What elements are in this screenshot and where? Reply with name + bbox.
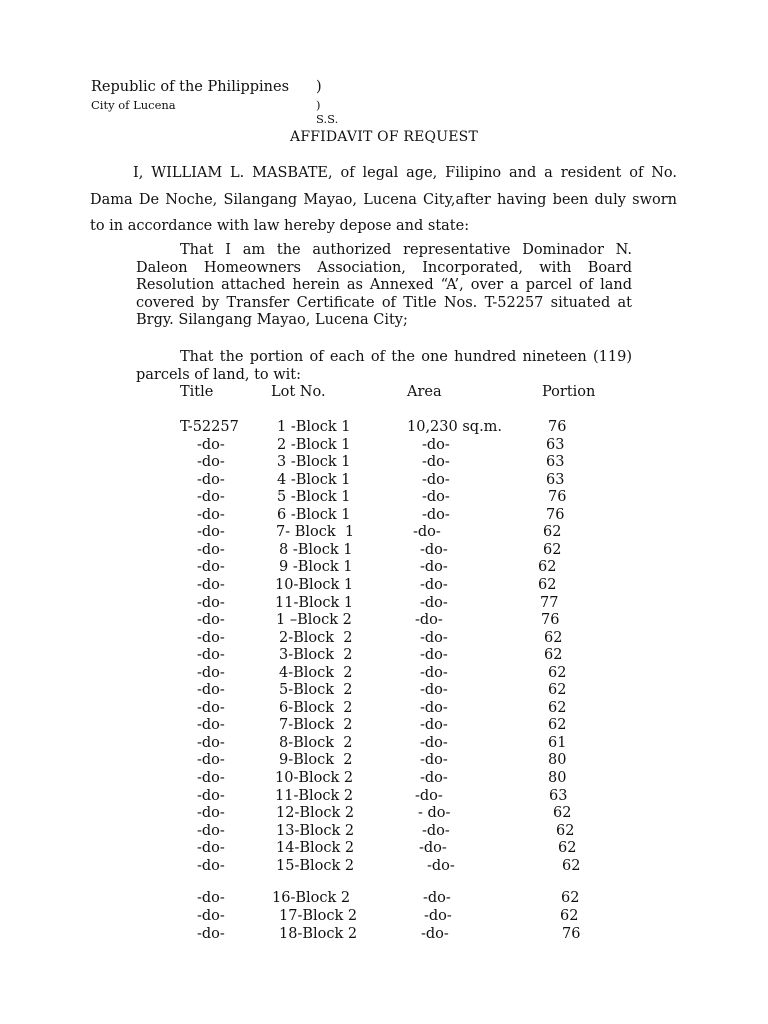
paragraph-portion: That the portion of each of the one hundred nineteen (119) parcels of land, to wit: [136, 349, 632, 383]
cell-area: -do- [420, 752, 448, 768]
table-row [0, 647, 768, 665]
cell-title: -do- [197, 908, 225, 924]
cell-title: -do- [197, 926, 225, 942]
header-lot-no: Lot No. [271, 384, 326, 400]
cell-lot-no: 6-Block 2 [279, 700, 353, 716]
cell-lot-no: 6 -Block 1 [277, 507, 351, 523]
table-row [0, 559, 768, 577]
cell-title: T-52257 [180, 419, 239, 435]
cell-portion: 62 [544, 630, 563, 646]
cell-area: -do- [420, 682, 448, 698]
table-row [0, 524, 768, 542]
cell-lot-no: 1 -Block 1 [277, 419, 351, 435]
cell-portion: 62 [561, 890, 580, 906]
cell-title: -do- [197, 507, 225, 523]
cell-lot-no: 13-Block 2 [276, 823, 355, 839]
table-row [0, 507, 768, 525]
cell-lot-no: 10-Block 2 [275, 770, 354, 786]
venue-republic [91, 79, 322, 95]
cell-title: -do- [197, 840, 225, 856]
cell-title: -do- [197, 682, 225, 698]
cell-lot-no: 11-Block 2 [275, 788, 354, 804]
table-row [0, 717, 768, 735]
cell-lot-no: 5-Block 2 [279, 682, 353, 698]
cell-lot-no: 4-Block 2 [279, 665, 353, 681]
cell-portion: 63 [546, 454, 565, 470]
table-row [0, 788, 768, 806]
cell-area: -do- [420, 735, 448, 751]
cell-area: -do- [420, 647, 448, 663]
cell-area: -do- [413, 524, 441, 540]
cell-area: -do- [420, 542, 448, 558]
cell-lot-no: 15-Block 2 [276, 858, 355, 874]
cell-lot-no: 5 -Block 1 [277, 489, 351, 505]
cell-area: -do- [420, 577, 448, 593]
cell-portion: 62 [562, 858, 581, 874]
cell-area: -do- [419, 840, 447, 856]
table-row [0, 752, 768, 770]
table-row [0, 577, 768, 595]
cell-area: -do- [420, 559, 448, 575]
cell-lot-no: 12-Block 2 [276, 805, 355, 821]
table-row [0, 595, 768, 613]
table-row [0, 735, 768, 753]
cell-portion: 76 [548, 419, 567, 435]
cell-portion: 62 [556, 823, 575, 839]
cell-area: -do- [420, 717, 448, 733]
cell-area: -do- [420, 770, 448, 786]
cell-title: -do- [197, 717, 225, 733]
cell-portion: 80 [548, 770, 567, 786]
table-row [0, 700, 768, 718]
cell-portion: 76 [541, 612, 560, 628]
cell-portion: 76 [562, 926, 581, 942]
venue-ss: ) S.S. [316, 98, 339, 126]
cell-portion: 62 [548, 682, 567, 698]
table-row [0, 542, 768, 560]
document-title: AFFIDAVIT OF REQUEST [290, 129, 478, 145]
cell-lot-no: 10-Block 1 [275, 577, 354, 593]
table-row [0, 419, 768, 437]
cell-lot-no: 18-Block 2 [279, 926, 358, 942]
cell-portion: 62 [538, 577, 557, 593]
cell-area: -do- [422, 489, 450, 505]
cell-area: -do- [421, 926, 449, 942]
cell-portion: 77 [540, 595, 559, 611]
cell-lot-no: 17-Block 2 [279, 908, 358, 924]
table-row [0, 489, 768, 507]
cell-title: -do- [197, 472, 225, 488]
cell-lot-no: 16-Block 2 [272, 890, 351, 906]
cell-title: -do- [197, 612, 225, 628]
cell-area: -do- [420, 595, 448, 611]
cell-title: -do- [197, 559, 225, 575]
cell-portion: 62 [548, 717, 567, 733]
table-row [0, 472, 768, 490]
venue-republic-text: Republic of the Philippines [91, 79, 290, 95]
cell-title: -do- [197, 595, 225, 611]
table-row [0, 908, 768, 926]
table-row [0, 682, 768, 700]
cell-lot-no: 7-Block 2 [279, 717, 353, 733]
cell-area: -do- [422, 823, 450, 839]
table-row [0, 612, 768, 630]
venue-city-text: City of Lucena [91, 98, 176, 112]
cell-title: -do- [197, 788, 225, 804]
cell-title: -do- [197, 542, 225, 558]
table-header [0, 384, 768, 402]
table-row [0, 437, 768, 455]
cell-title: -do- [197, 735, 225, 751]
table-row [0, 805, 768, 823]
cell-portion: 62 [548, 665, 567, 681]
cell-title: -do- [197, 700, 225, 716]
cell-title: -do- [197, 489, 225, 505]
table-row [0, 665, 768, 683]
cell-title: -do- [197, 524, 225, 540]
cell-lot-no: 1 –Block 2 [276, 612, 352, 628]
cell-portion: 63 [549, 788, 568, 804]
cell-title: -do- [197, 630, 225, 646]
cell-title: -do- [197, 665, 225, 681]
table-row [0, 630, 768, 648]
cell-area: -do- [420, 665, 448, 681]
cell-lot-no: 8-Block 2 [279, 735, 353, 751]
cell-lot-no: 2-Block 2 [279, 630, 353, 646]
cell-area: - do- [418, 805, 451, 821]
cell-lot-no: 3 -Block 1 [277, 454, 351, 470]
cell-area: -do- [422, 437, 450, 453]
cell-lot-no: 9-Block 2 [279, 752, 353, 768]
cell-portion: 80 [548, 752, 567, 768]
cell-title: -do- [197, 437, 225, 453]
paragraph-representative: That I am the authorized representative Dominador N. Daleon Homeowners Association, Incorporated, with Board Resolution attached herein as Annexed “A’, over a parcel of land covered by Transfer Certificate of Title Nos. T-52257 situated at Brgy. Silangang Mayao, Lucena City; [136, 242, 632, 329]
header-portion: Portion [542, 384, 596, 400]
cell-lot-no: 9 -Block 1 [279, 559, 353, 575]
table-row [0, 770, 768, 788]
cell-lot-no: 2 -Block 1 [277, 437, 351, 453]
cell-title: -do- [197, 858, 225, 874]
cell-portion: 63 [546, 437, 565, 453]
cell-lot-no: 11-Block 1 [275, 595, 354, 611]
cell-portion: 76 [548, 489, 567, 505]
cell-lot-no: 4 -Block 1 [277, 472, 351, 488]
cell-title: -do- [197, 577, 225, 593]
cell-title: -do- [197, 770, 225, 786]
table-row [0, 840, 768, 858]
venue-republic-paren: ) [316, 79, 322, 95]
cell-area: -do- [423, 890, 451, 906]
cell-portion: 62 [548, 700, 567, 716]
cell-portion: 62 [538, 559, 557, 575]
table-row [0, 926, 768, 944]
cell-title: -do- [197, 805, 225, 821]
cell-portion: 62 [544, 647, 563, 663]
cell-portion: 63 [546, 472, 565, 488]
cell-portion: 62 [543, 524, 562, 540]
cell-area: -do- [420, 630, 448, 646]
table-row [0, 890, 768, 908]
cell-lot-no: 8 -Block 1 [279, 542, 353, 558]
cell-title: -do- [197, 890, 225, 906]
cell-area: -do- [427, 858, 455, 874]
cell-area: -do- [415, 788, 443, 804]
cell-portion: 62 [560, 908, 579, 924]
cell-portion: 61 [548, 735, 567, 751]
cell-portion: 76 [546, 507, 565, 523]
cell-title: -do- [197, 454, 225, 470]
cell-portion: 62 [543, 542, 562, 558]
table-row [0, 858, 768, 876]
cell-lot-no: 14-Block 2 [276, 840, 355, 856]
cell-portion: 62 [558, 840, 577, 856]
cell-area: 10,230 sq.m. [407, 419, 503, 435]
intro-paragraph: I, WILLIAM L. MASBATE, of legal age, Filipino and a resident of No. Dama De Noche, Silangang Mayao, Lucena City,after having been duly sworn to in accordance with law hereby depose and state: [90, 165, 677, 234]
cell-title: -do- [197, 752, 225, 768]
header-title: Title [180, 384, 214, 400]
cell-area: -do- [424, 908, 452, 924]
cell-area: -do- [420, 700, 448, 716]
cell-title: -do- [197, 647, 225, 663]
venue-city [91, 98, 339, 126]
cell-area: -do- [422, 454, 450, 470]
header-area: Area [407, 384, 442, 400]
table-row [0, 823, 768, 841]
table-row [0, 454, 768, 472]
cell-portion: 62 [553, 805, 572, 821]
cell-area: -do- [422, 507, 450, 523]
cell-lot-no: 3-Block 2 [279, 647, 353, 663]
cell-area: -do- [422, 472, 450, 488]
cell-lot-no: 7- Block 1 [276, 524, 355, 540]
cell-title: -do- [197, 823, 225, 839]
cell-area: -do- [415, 612, 443, 628]
